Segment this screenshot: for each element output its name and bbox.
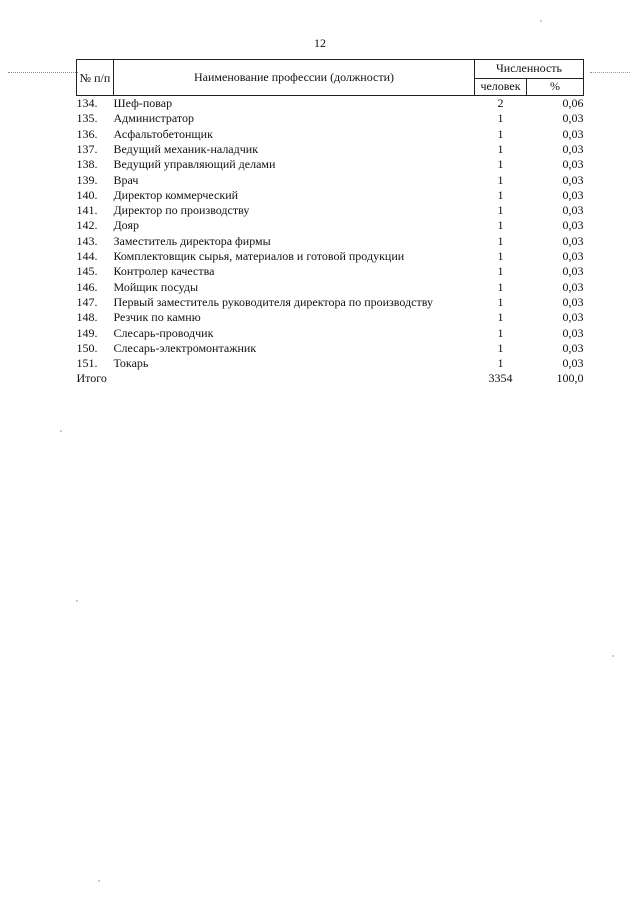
row-profession-name: Ведущий механик-наладчик [113, 141, 259, 156]
table-row [77, 264, 584, 279]
total-row [77, 371, 584, 386]
row-number: 139. [76, 172, 98, 187]
row-profession-name: Резчик по камню [113, 310, 201, 325]
row-people-count: 1 [497, 340, 504, 355]
row-people-count: 1 [497, 249, 504, 264]
row-percent: 0,06 [562, 96, 584, 111]
row-people-count: 1 [497, 141, 504, 156]
row-number: 146. [76, 279, 98, 294]
row-people-count: 1 [497, 157, 504, 172]
row-profession-name: Директор по производству [113, 203, 250, 218]
row-percent: 0,03 [562, 249, 584, 264]
page-number: 12 [314, 36, 326, 50]
table-row [77, 111, 584, 126]
row-percent: 0,03 [562, 203, 584, 218]
row-number: 150. [76, 340, 98, 355]
row-people-count: 1 [497, 218, 504, 233]
row-number: 151. [76, 356, 98, 371]
professions-table [76, 59, 584, 387]
table-row [77, 203, 584, 218]
row-profession-name: Директор коммерческий [113, 187, 239, 202]
row-profession-name: Комплектовщик сырья, материалов и готовой продукции [113, 249, 405, 264]
total-label: Итого [76, 371, 107, 386]
table-body [77, 96, 584, 387]
row-profession-name: Администратор [113, 111, 194, 126]
scan-speck [540, 20, 542, 22]
table-row [77, 172, 584, 187]
table-row [77, 325, 584, 340]
header-number: № п/п [77, 60, 114, 96]
row-people-count: 1 [497, 233, 504, 248]
row-profession-name: Слесарь-электромонтажник [113, 340, 257, 355]
table-row [77, 249, 584, 264]
row-profession-name: Токарь [113, 356, 149, 371]
row-number: 140. [76, 187, 98, 202]
row-percent: 0,03 [562, 279, 584, 294]
row-percent: 0,03 [562, 294, 584, 309]
row-percent: 0,03 [562, 325, 584, 340]
total-people: 3354 [488, 371, 513, 386]
row-percent: 0,03 [562, 233, 584, 248]
table-row [77, 142, 584, 157]
table-row [77, 188, 584, 203]
header-count-group: Численность [475, 60, 584, 79]
row-people-count: 1 [497, 356, 504, 371]
row-people-count: 1 [497, 279, 504, 294]
table-row [77, 310, 584, 325]
row-percent: 0,03 [562, 126, 584, 141]
row-percent: 0,03 [562, 356, 584, 371]
row-number: 147. [76, 294, 98, 309]
row-people-count: 1 [497, 294, 504, 309]
table-row [77, 234, 584, 249]
table-row [77, 218, 584, 233]
row-percent: 0,03 [562, 218, 584, 233]
row-number: 135. [76, 111, 98, 126]
row-people-count: 1 [497, 310, 504, 325]
row-people-count: 1 [497, 126, 504, 141]
row-people-count: 1 [497, 172, 504, 187]
row-number: 137. [76, 141, 98, 156]
table-row [77, 96, 584, 112]
scan-speck [612, 655, 614, 657]
row-profession-name: Заместитель директора фирмы [113, 233, 271, 248]
row-people-count: 1 [497, 264, 504, 279]
row-percent: 0,03 [562, 264, 584, 279]
row-profession-name: Шеф-повар [113, 96, 173, 111]
row-number: 142. [76, 218, 98, 233]
row-profession-name: Врач [113, 172, 139, 187]
row-profession-name: Первый заместитель руководителя директора по производству [113, 294, 433, 309]
row-people-count: 2 [497, 96, 504, 111]
table-row [77, 157, 584, 172]
row-percent: 0,03 [562, 172, 584, 187]
row-people-count: 1 [497, 325, 504, 340]
table-row [77, 280, 584, 295]
row-number: 143. [76, 233, 98, 248]
scan-speck [76, 600, 78, 602]
header-people: человек [475, 79, 527, 96]
row-number: 149. [76, 325, 98, 340]
row-percent: 0,03 [562, 141, 584, 156]
total-percent: 100,0 [556, 371, 584, 386]
row-people-count: 1 [497, 111, 504, 126]
row-percent: 0,03 [562, 157, 584, 172]
row-profession-name: Мойщик посуды [113, 279, 199, 294]
row-percent: 0,03 [562, 340, 584, 355]
table-row [77, 356, 584, 371]
header-percent: % [527, 79, 584, 96]
row-number: 138. [76, 157, 98, 172]
row-profession-name: Асфальтобетонщик [113, 126, 213, 141]
scan-artifact-right [590, 72, 630, 73]
table-row [77, 341, 584, 356]
row-percent: 0,03 [562, 310, 584, 325]
row-number: 134. [76, 96, 98, 111]
header-profession-name: Наименование профессии (должности) [114, 60, 475, 96]
table-header [77, 60, 584, 96]
row-profession-name: Ведущий управляющий делами [113, 157, 276, 172]
row-number: 145. [76, 264, 98, 279]
table-row [77, 295, 584, 310]
row-profession-name: Дояр [113, 218, 139, 233]
scan-speck [60, 430, 62, 432]
row-number: 144. [76, 249, 98, 264]
row-profession-name: Контролер качества [113, 264, 215, 279]
row-percent: 0,03 [562, 111, 584, 126]
row-number: 141. [76, 203, 98, 218]
scan-speck [98, 880, 100, 882]
row-people-count: 1 [497, 203, 504, 218]
row-number: 148. [76, 310, 98, 325]
row-percent: 0,03 [562, 187, 584, 202]
row-profession-name: Слесарь-проводчик [113, 325, 214, 340]
row-number: 136. [76, 126, 98, 141]
table-row [77, 127, 584, 142]
scan-artifact-left [8, 72, 78, 73]
row-people-count: 1 [497, 187, 504, 202]
